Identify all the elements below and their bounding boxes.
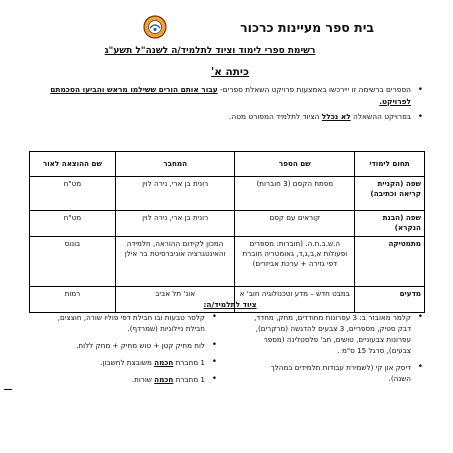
column-header: המחבר: [115, 152, 235, 177]
table-cell: במבט חדש – מדע וטכנולוגיה חוב' א: [235, 287, 355, 313]
table-cell: רונית בן ארי, נירה לוין: [115, 211, 235, 237]
table-cell: מט"ח: [30, 211, 116, 237]
table-row: [30, 211, 425, 237]
table-cell: שפה (הקניית קריאה וכתיבה): [355, 177, 425, 211]
table-cell: מפתח הקסם (3 חוברות): [235, 177, 355, 211]
table-row: [30, 177, 425, 211]
note-emphasis: עבור אותם הורים ששילמו מראש והביעו הסכמתם לפרויקט.: [50, 85, 411, 106]
table-row: [30, 237, 425, 287]
note-item: [43, 84, 423, 108]
table-cell: מדעים: [355, 287, 425, 313]
item-text: קלסר טבעות ובו חבילת דפי פוליו שורה, חוצצים, חבילת ניילוניות (שמרדף).: [57, 313, 205, 333]
list-item: [47, 340, 217, 351]
list-item: [47, 374, 217, 385]
table-cell: המכון לקידום ההוראה, חלמידה והאינטגרציה אוניברסיטת בר אילן: [115, 237, 235, 287]
table-cell: מט"ח: [30, 177, 116, 211]
note-text: בפרויקט ההשאלה: [350, 112, 411, 121]
column-header: שם הספר: [235, 152, 355, 177]
list-item: • קלמר מאובזר ב: 3 עפרונות מחודדים, מחק, מחדד, דבק סטיק, מספריים, 3 צבעים להדגשה (מרקרים), עפרונות צבעוניים, טושים, חב' פלסטלינה (מספר צבעים), סרגל 15 ס"מ .: [253, 312, 423, 356]
margin-mark: [4, 389, 12, 390]
table-cell: ה.ש.ב.ח.ה. (חוברות: מספרים ופעולות א,ב,ג,ד, גאומטריה חוברת דפי גזירה + ערכת אביזרים): [235, 237, 355, 287]
list-item: • דיסק און קי (לשמירת עבודות תלמידים במהלך השנה).: [253, 362, 423, 384]
list-item: [47, 357, 217, 368]
list-subtitle: רשימת ספרי לימוד וציוד לתלמיד/ה לשנה"ל תשע"ג: [104, 46, 316, 56]
class-title: כיתה א': [211, 66, 249, 78]
school-name: בית ספר מעיינות כרכור: [240, 20, 374, 35]
note-text-after: הציוד לתלמיד המפורט מטה.: [229, 112, 322, 121]
note-emphasis: לא נכלל: [321, 112, 351, 121]
item-text: 1 מחברת: [173, 358, 205, 367]
table-cell: שפה (הבנת הנקרא): [355, 211, 425, 237]
table-cell: רמות: [30, 287, 116, 313]
note-item: [43, 111, 423, 123]
books-table: [29, 151, 425, 313]
table-cell: אונ' תל אביב: [115, 287, 235, 313]
note-text: הספרים ברשימה זו ייירכשו באמצעות פרויקט השאלת ספרים-: [217, 85, 411, 94]
table-cell: קוראים עם קסם: [235, 211, 355, 237]
table-cell: בונוס: [30, 237, 116, 287]
table-cell: מתמטיקה: [355, 237, 425, 287]
item-text: 1 מחברת: [173, 375, 205, 384]
school-emblem-icon: [142, 14, 168, 40]
equipment-list-right: [253, 312, 423, 390]
table-header-row: [30, 152, 425, 177]
item-text: לוח מחיק קטן + טוש מחיק + מחק ללוח.: [76, 341, 205, 350]
list-item: [47, 312, 217, 334]
item-emphasis: חכמה: [154, 375, 174, 384]
equipment-list-left: [47, 312, 217, 391]
item-emphasis: חכמה: [154, 358, 174, 367]
equipment-title: ציוד לתלמיד/ה:: [203, 300, 257, 309]
column-header: שם ההוצאה לאור: [30, 152, 116, 177]
table-cell: רונית בן ארי, נירה לוין: [115, 177, 235, 211]
notes-list: [43, 84, 423, 126]
item-text-after: שורות.: [131, 375, 155, 384]
item-text-after: משובצת לחשבון.: [100, 358, 155, 367]
column-header: תחום לימודי: [355, 152, 425, 177]
